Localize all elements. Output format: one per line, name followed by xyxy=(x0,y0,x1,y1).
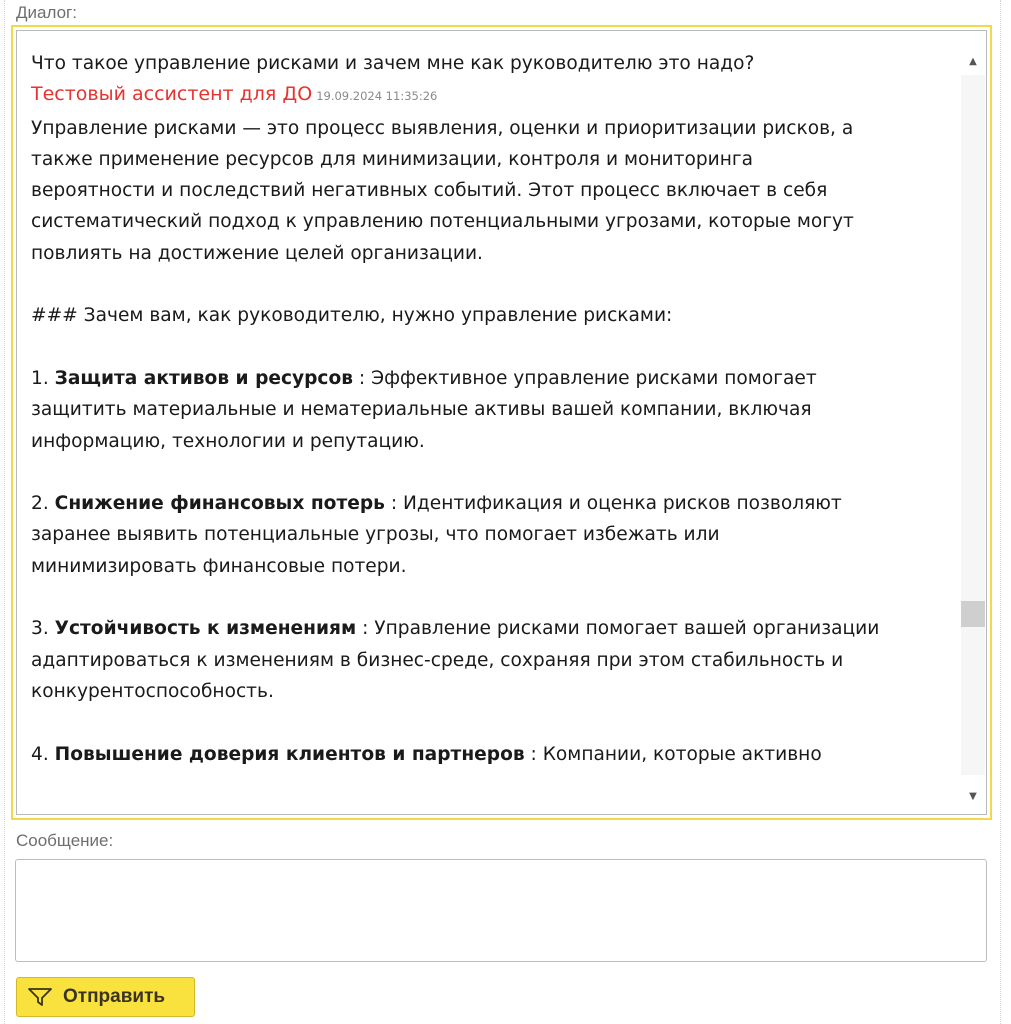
send-button-label: Отправить xyxy=(63,986,166,1007)
scroll-up-arrow-icon[interactable]: ▲ xyxy=(969,56,977,67)
list-number: 4. xyxy=(31,743,49,765)
scroll-down-arrow-icon[interactable]: ▼ xyxy=(969,791,977,802)
intro-line: систематический подход к управлению потенциальными угрозами, которые могут xyxy=(31,211,854,233)
list-item-title: Устойчивость к изменениям xyxy=(54,618,357,640)
list-item-title: Повышение доверия клиентов и партнеров xyxy=(54,743,525,765)
intro-line: повлиять на достижение целей организации. xyxy=(31,242,483,264)
filter-funnel-icon xyxy=(27,987,53,1007)
list-item-title: Защита активов и ресурсов xyxy=(54,367,353,389)
list-item-line: информацию, технологии и репутацию. xyxy=(31,430,425,452)
list-item-4 xyxy=(31,739,961,770)
list-number: 3. xyxy=(31,618,49,640)
intro-line: вероятности и последствий негативных событий. Этот процесс включает в себя xyxy=(31,180,828,202)
list-number: 2. xyxy=(31,493,49,515)
vertical-scrollbar[interactable] xyxy=(960,31,986,814)
list-item-line: заранее выявить потенциальные угрозы, что помогает избежать или xyxy=(31,524,720,546)
list-item-text: : Управление рисками помогает вашей организации xyxy=(356,618,880,640)
message-input[interactable] xyxy=(15,859,987,962)
list-item-title: Снижение финансовых потерь xyxy=(54,493,385,515)
intro-line: также применение ресурсов для минимизации, контроля и мониторинга xyxy=(31,148,754,170)
list-item-text: : Компании, которые активно xyxy=(524,743,822,765)
scroll-track[interactable] xyxy=(961,75,985,775)
list-item-line: адаптироваться к изменениям в бизнес-среде, сохраняя при этом стабильность и xyxy=(31,649,844,671)
assistant-name: Тестовый ассистент для ДО xyxy=(31,83,313,106)
list-item-line: защитить материальные и нематериальные активы вашей компании, включая xyxy=(31,399,812,421)
list-item-1 xyxy=(31,363,961,394)
dialog-content xyxy=(31,48,961,770)
dialog-label: Диалог: xyxy=(16,3,77,22)
list-item-text: : Эффективное управление рисками помогает xyxy=(353,367,817,389)
list-item-text: : Идентификация и оценка рисков позволяют xyxy=(384,493,842,515)
message-label: Сообщение: xyxy=(16,831,114,850)
scroll-thumb[interactable] xyxy=(961,601,985,627)
list-item-line: минимизировать финансовые потери. xyxy=(31,555,407,577)
section-heading: ### Зачем вам, как руководителю, нужно управление рисками: xyxy=(31,305,673,327)
send-button[interactable] xyxy=(16,977,195,1017)
right-guide-line xyxy=(1000,0,1001,1024)
intro-line: Управление рисками — это процесс выявления, оценки и приоритизации рисков, а xyxy=(31,117,854,139)
dialog-field[interactable] xyxy=(11,25,992,820)
assistant-header xyxy=(31,79,961,112)
list-item-3 xyxy=(31,613,961,644)
message-timestamp: 19.09.2024 11:35:26 xyxy=(316,89,438,104)
list-number: 1. xyxy=(31,367,49,389)
list-item-line: конкурентоспособность. xyxy=(31,680,274,702)
dialog-viewport[interactable] xyxy=(16,30,987,815)
user-question: Что такое управление рисками и зачем мне как руководителю это надо? xyxy=(31,53,755,74)
list-item-2 xyxy=(31,488,961,519)
left-guide-line xyxy=(4,0,5,1024)
